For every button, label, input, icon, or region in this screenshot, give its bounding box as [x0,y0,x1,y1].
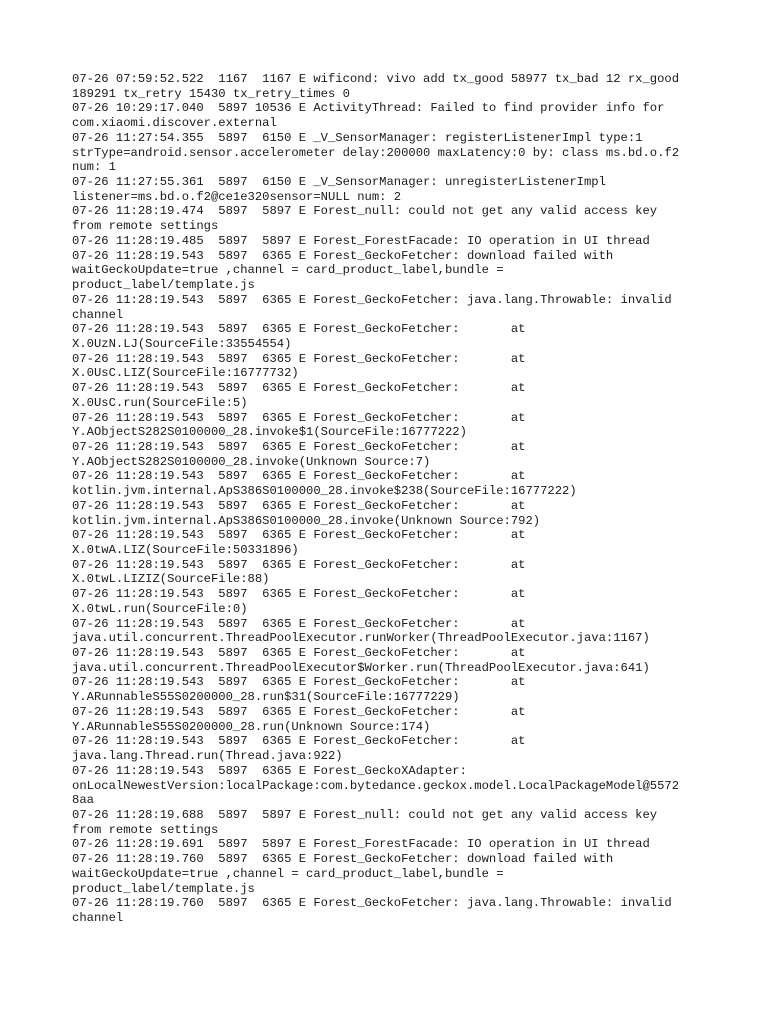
log-line: strType=android.sensor.accelerometer delay:200000 maxLatency:0 by: class ms.bd.o.f2 [72,145,680,160]
log-line: product_label/template.js [72,881,255,896]
log-line: 07-26 11:28:19.543 5897 6365 E Forest_GeckoFetcher: at [72,351,526,366]
log-line: channel [72,307,124,322]
log-line: X.0UsC.LIZ(SourceFile:16777732) [72,366,299,381]
log-line: Y.AObjectS282S0100000_28.invoke(Unknown Source:7) [72,454,431,469]
log-line: 07-26 11:28:19.543 5897 6365 E Forest_GeckoFetcher: at [72,381,526,396]
log-line: 07-26 11:28:19.543 5897 6365 E Forest_GeckoFetcher: at [72,675,526,690]
log-line: 189291 tx_retry 15430 tx_retry_times 0 [72,86,350,101]
log-line: waitGeckoUpdate=true ,channel = card_product_label,bundle = [72,263,504,278]
log-line: 07-26 11:28:19.543 5897 6365 E Forest_GeckoFetcher: download failed with [72,248,614,263]
log-line: X.0UsC.run(SourceFile:5) [72,395,248,410]
log-line: 07-26 11:28:19.760 5897 6365 E Forest_GeckoFetcher: download failed with [72,852,614,867]
log-line: X.0twA.LIZ(SourceFile:50331896) [72,543,299,557]
log-line: 07-26 11:28:19.543 5897 6365 E Forest_GeckoFetcher: at [72,439,526,454]
log-line: 07-26 11:28:19.760 5897 6365 E Forest_GeckoFetcher: java.lang.Throwable: invalid [72,896,672,911]
log-line: num: 1 [72,160,116,175]
log-line: listener=ms.bd.o.f2@ce1e320sensor=NULL num: 2 [72,189,402,204]
log-line: 07-26 11:28:19.543 5897 6365 E Forest_GeckoFetcher: at [72,704,526,719]
log-line: 8aa [72,793,94,808]
log-line: waitGeckoUpdate=true ,channel = card_product_label,bundle = [72,866,504,881]
log-line: 07-26 11:28:19.543 5897 6365 E Forest_GeckoFetcher: at [72,410,526,425]
log-line: 07-26 11:28:19.543 5897 6365 E Forest_GeckoFetcher: java.lang.Throwable: invalid [72,292,672,307]
log-line: channel [72,910,124,925]
log-line: kotlin.jvm.internal.ApS386S0100000_28.invoke(Unknown Source:792) [72,513,541,528]
log-text-block [72,72,712,926]
log-line: 07-26 11:27:55.361 5897 6150 E _V_SensorManager: unregisterListenerImpl [72,175,606,190]
log-line: 07-26 11:28:19.543 5897 6365 E Forest_GeckoFetcher: at [72,528,526,543]
log-line: 07-26 11:28:19.543 5897 6365 E Forest_GeckoFetcher: at [72,616,526,631]
log-line: 07-26 11:28:19.474 5897 5897 E Forest_null: could not get any valid access key [72,204,658,219]
log-line: 07-26 11:28:19.543 5897 6365 E Forest_GeckoFetcher: at [72,557,526,572]
log-line: X.0twL.LIZIZ(SourceFile:88) [72,572,270,587]
log-line: 07-26 11:28:19.543 5897 6365 E Forest_GeckoFetcher: at [72,498,526,513]
log-line: 07-26 10:29:17.040 5897 10536 E ActivityThread: Failed to find provider info for [72,101,665,116]
log-line: java.util.concurrent.ThreadPoolExecutor.runWorker(ThreadPoolExecutor.java:1167) [72,631,650,646]
log-line: 07-26 11:27:54.355 5897 6150 E _V_SensorManager: registerListenerImpl type:1 [72,130,643,145]
log-line: from remote settings [72,822,219,837]
log-line: Y.ARunnableS55S0200000_28.run(Unknown Source:174) [72,719,431,734]
log-line: from remote settings [72,219,219,234]
log-line: 07-26 11:28:19.543 5897 6365 E Forest_GeckoFetcher: at [72,469,526,484]
log-line: 07-26 11:28:19.691 5897 5897 E Forest_ForestFacade: IO operation in UI thread [72,837,650,852]
log-line: X.0UzN.LJ(SourceFile:33554554) [72,336,292,351]
log-line: 07-26 07:59:52.522 1167 1167 E wificond: vivo add tx_good 58977 tx_bad 12 rx_good [72,72,680,86]
log-line: 07-26 11:28:19.688 5897 5897 E Forest_null: could not get any valid access key [72,807,658,822]
log-line: onLocalNewestVersion:localPackage:com.bytedance.geckox.model.LocalPackageModel@5572 [72,778,680,793]
log-line: 07-26 11:28:19.543 5897 6365 E Forest_GeckoFetcher: at [72,322,526,337]
log-line: kotlin.jvm.internal.ApS386S0100000_28.invoke$238(SourceFile:16777222) [72,484,577,499]
log-line: 07-26 11:28:19.543 5897 6365 E Forest_GeckoFetcher: at [72,587,526,602]
log-line: X.0twL.run(SourceFile:0) [72,601,248,616]
log-line: Y.ARunnableS55S0200000_28.run$31(SourceFile:16777229) [72,690,460,705]
log-line: product_label/template.js [72,278,255,293]
log-line: 07-26 11:28:19.485 5897 5897 E Forest_ForestFacade: IO operation in UI thread [72,233,650,248]
log-line: Y.AObjectS282S0100000_28.invoke$1(SourceFile:16777222) [72,425,467,440]
log-line: 07-26 11:28:19.543 5897 6365 E Forest_GeckoXAdapter: [72,763,467,778]
log-line: 07-26 11:28:19.543 5897 6365 E Forest_GeckoFetcher: at [72,646,526,661]
log-line: 07-26 11:28:19.543 5897 6365 E Forest_GeckoFetcher: at [72,734,526,749]
log-line: java.lang.Thread.run(Thread.java:922) [72,749,343,764]
log-line: com.xiaomi.discover.external [72,116,277,131]
log-line: java.util.concurrent.ThreadPoolExecutor$Worker.run(ThreadPoolExecutor.java:641) [72,660,650,675]
